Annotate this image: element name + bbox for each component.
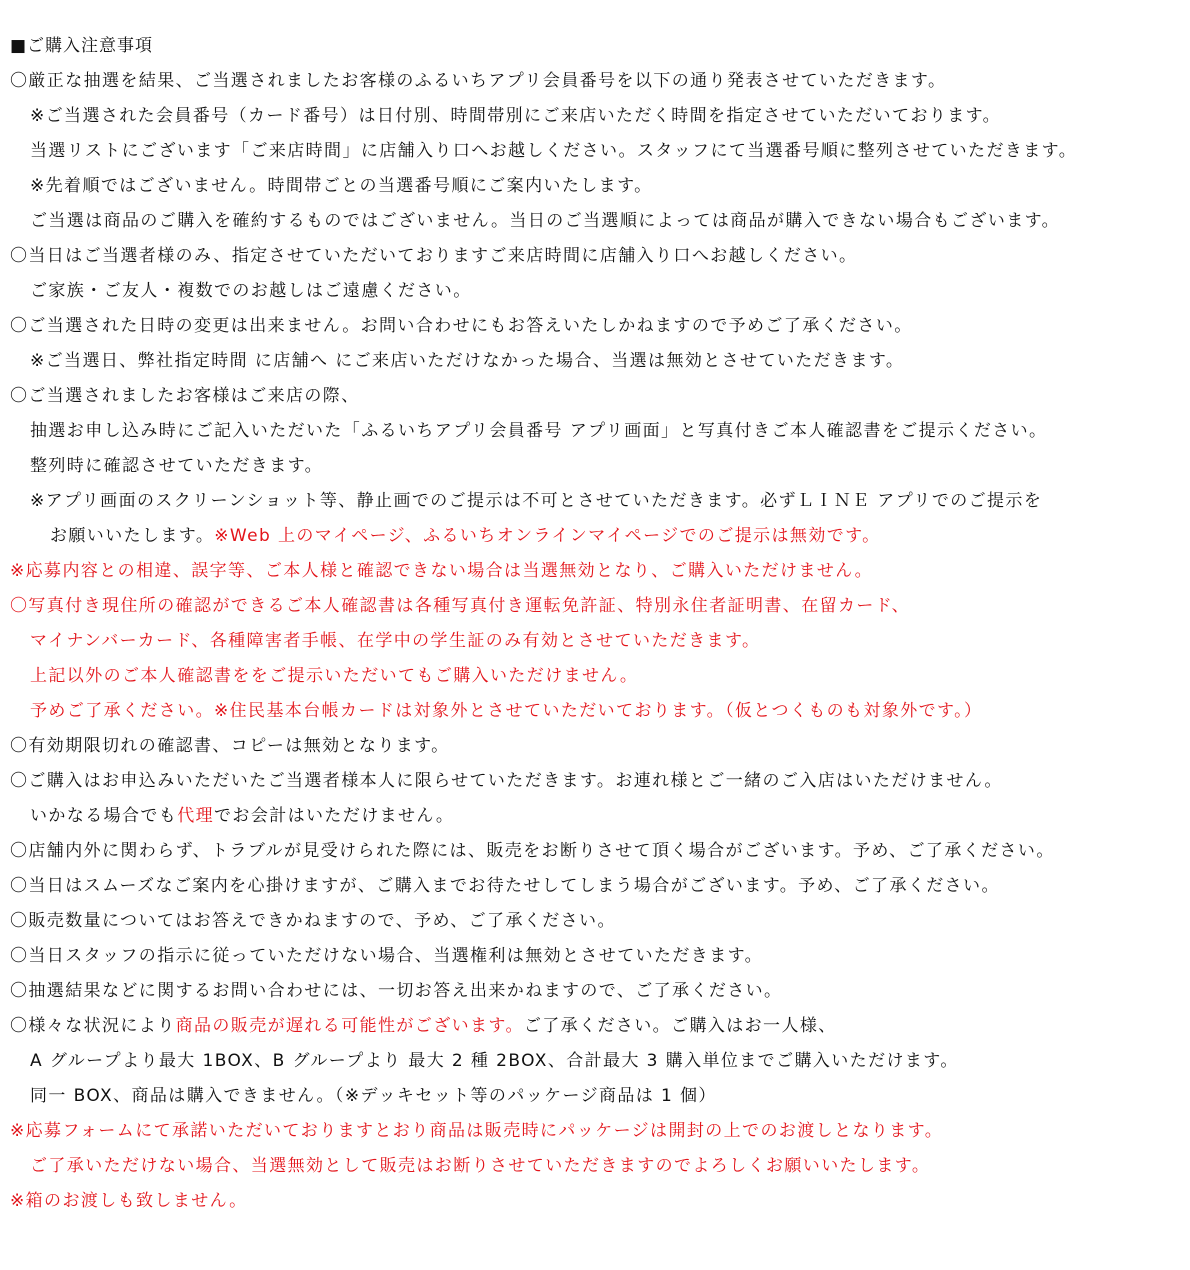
notice-line: ※アプリ画面のスクリーンショット等、静止画でのご提示は不可とさせていただきます。必ずＬＩＮＥ アプリでのご提示を: [30, 491, 1043, 511]
notice-line: 同一 BOX、商品は購入できません。（※デッキセット等のパッケージ商品は 1 個）: [30, 1086, 717, 1106]
notice-line: 〇当日はご当選者様のみ、指定させていただいておりますご来店時間に店舗入り口へお越しください。: [10, 246, 858, 266]
notice-line: ※ご当選日、弊社指定時間 に店舗へ にご来店いただけなかった場合、当選は無効とさせていただきます。: [30, 351, 905, 371]
notice-line: ご当選は商品のご購入を確約するものではございません。当日のご当選順によっては商品が購入できない場合もございます。: [30, 211, 1061, 231]
notice-line: 当選リストにございます「ご来店時間」に店舗入り口へお越しください。スタッフにて当選番号順に整列させていただきます。: [30, 141, 1078, 161]
notice-line: ※ご当選された会員番号（カード番号）は日付別、時間帯別にご来店いただく時間を指定させていただいております。: [30, 106, 1002, 126]
notice-warning-line: 上記以外のご本人確認書ををご提示いただいてもご購入いただけません。: [30, 666, 639, 686]
notice-line: 抽選お申し込み時にご記入いただいた「ふるいちアプリ会員番号 アプリ画面」と写真付きご本人確認書をご提示ください。: [30, 421, 1048, 441]
notice-line: 整列時に確認させていただきます。: [30, 456, 324, 476]
notice-warning-text: 代理: [177, 806, 215, 826]
notice-line: 〇ご購入はお申込みいただいたご当選者様本人に限らせていただきます。お連れ様とご一緒のご入店はいただけません。: [10, 771, 1003, 791]
notice-line: A グループより最大 1BOX、B グループより 最大 2 種 2BOX、合計最大 3 購入単位までご購入いただけます。: [30, 1051, 959, 1071]
notice-warning-text: 商品の販売が遅れる可能性がございます。: [175, 1016, 524, 1036]
notice-warning-line: ※箱のお渡しも致しません。: [10, 1191, 248, 1211]
notice-line: 〇厳正な抽選を結果、ご当選されましたお客様のふるいちアプリ会員番号を以下の通り発表させていただきます。: [10, 71, 947, 91]
notice-text: お願いいたします。: [50, 526, 215, 546]
notice-warning-line: マイナンバーカード、各種障害者手帳、在学中の学生証のみ有効とさせていただきます。: [30, 631, 761, 651]
notice-warning-line: ※応募フォームにて承諾いただいておりますとおり商品は販売時にパッケージは開封の上でのお渡しとなります。: [10, 1121, 944, 1141]
notice-text: ご了承ください。ご購入はお一人様、: [523, 1016, 837, 1036]
notice-line: 〇当日スタッフの指示に従っていただけない場合、当選権利は無効とさせていただきます。: [10, 946, 764, 966]
notice-warning-text: ※Web 上のマイページ、ふるいちオンラインマイページでのご提示は無効です。: [214, 526, 881, 546]
notice-line: 〇店舗内外に関わらず、トラブルが見受けられた際には、販売をお断りさせて頂く場合がございます。予め、ご了承ください。: [10, 841, 1055, 861]
notice-warning-line: ※応募内容との相違、誤字等、ご本人様と確認できない場合は当選無効となり、ご購入いただけません。: [10, 561, 874, 581]
notice-warning-line: 予めご了承ください。※住民基本台帳カードは対象外とさせていただいております。（仮とつくものも対象外です。）: [30, 701, 983, 721]
notice-line: 〇抽選結果などに関するお問い合わせには、一切お答え出来かねますので、ご了承ください。: [10, 981, 783, 1001]
notice-line: 〇有効期限切れの確認書、コピーは無効となります。: [10, 736, 450, 756]
notice-title: ■ご購入注意事項: [10, 36, 154, 56]
notice-line-mixed: [10, 801, 1180, 836]
notice-line: 〇販売数量についてはお答えできかねますので、予め、ご了承ください。: [10, 911, 616, 931]
notice-line: 〇ご当選された日時の変更は出来ません。お問い合わせにもお答えいたしかねますので予めご了承ください。: [10, 316, 913, 336]
notice-line-mixed: [10, 1011, 1180, 1046]
notice-warning-line: ご了承いただけない場合、当選無効として販売はお断りさせていただきますのでよろしくお願いいたします。: [30, 1156, 931, 1176]
notice-line: 〇当日はスムーズなご案内を心掛けますが、ご購入までお待たせしてしまう場合がございます。予め、ご了承ください。: [10, 876, 1000, 896]
notice-line: ※先着順ではございません。時間帯ごとの当選番号順にご案内いたします。: [30, 176, 653, 196]
notice-line: 〇ご当選されましたお客様はご来店の際、: [10, 386, 360, 406]
notice-text: でお会計はいただけません。: [214, 806, 455, 826]
notice-line-mixed: [10, 521, 1180, 556]
notice-line: ご家族・ご友人・複数でのお越しはご遠慮ください。: [30, 281, 472, 301]
notice-warning-line: 〇写真付き現住所の確認ができるご本人確認書は各種写真付き運転免許証、特別永住者証明書、在留カード、: [10, 596, 911, 616]
notice-text: いかなる場合でも: [30, 806, 178, 826]
notice-text: 〇様々な状況により: [10, 1016, 176, 1036]
